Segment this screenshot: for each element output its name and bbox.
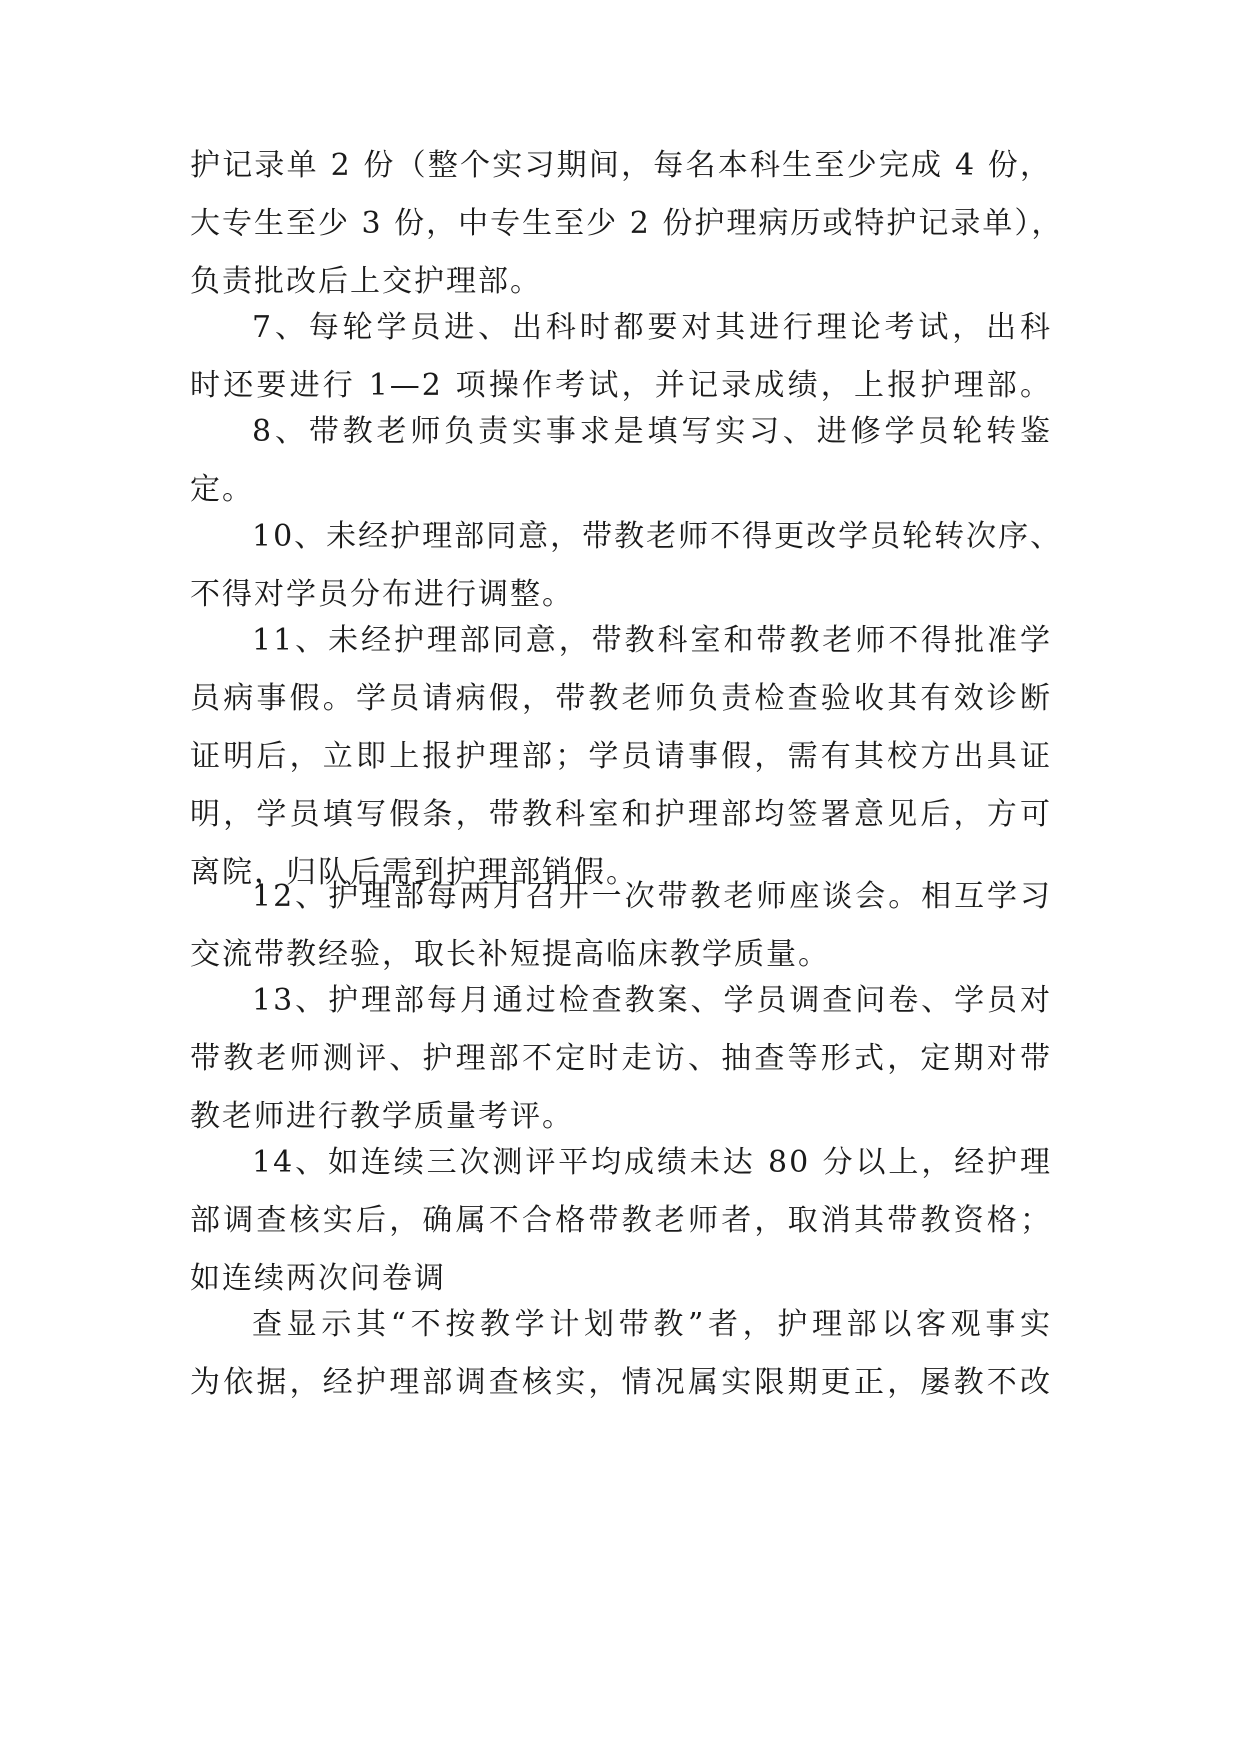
text-line: 离院，归队后需到护理部销假。 [190,855,638,890]
paragraph-7 [190,299,1052,415]
paragraph-8 [190,403,1052,519]
paragraph-14 [190,1134,1052,1308]
text-line: 时还要进行 1—2 项操作考试，并记录成绩，上报护理部。 [190,368,1052,403]
text-line: 教老师进行教学质量考评。 [190,1099,574,1134]
text-line: 不得对学员分布进行调整。 [190,577,574,612]
text-line: 11、未经护理部同意，带教科室和带教老师不得批准学 [252,623,1052,658]
text-line: 部调查核实后，确属不合格带教老师者，取消其带教资格； [190,1203,1052,1238]
paragraph-11 [190,612,1052,902]
paragraph-10 [190,508,1063,624]
text-line: 为依据，经护理部调查核实，情况属实限期更正，屡教不改 [190,1365,1052,1400]
text-line: 明，学员填写假条，带教科室和护理部均签署意见后，方可 [190,797,1052,832]
text-line: 负责批改后上交护理部。 [190,264,542,299]
text-line: 14、如连续三次测评平均成绩未达 80 分以上，经护理 [252,1145,1052,1180]
text-line: 7、每轮学员进、出科时都要对其进行理论考试，出科 [252,310,1052,345]
paragraph-12 [190,868,1052,984]
text-line: 10、未经护理部同意，带教老师不得更改学员轮转次序、 [252,519,1063,554]
text-line: 13、护理部每月通过检查教案、学员调查问卷、学员对 [252,983,1052,1018]
paragraph-14-continued [190,1296,1052,1412]
text-line: 证明后，立即上报护理部；学员请事假，需有其校方出具证 [190,739,1052,774]
text-line: 带教老师测评、护理部不定时走访、抽查等形式，定期对带 [190,1041,1052,1076]
text-line: 员病事假。学员请病假，带教老师负责检查验收其有效诊断 [190,681,1052,716]
text-line: 交流带教经验，取长补短提高临床教学质量。 [190,937,830,972]
text-line: 查显示其“不按教学计划带教”者，护理部以客观事实 [252,1307,1052,1342]
text-line: 护记录单 2 份（整个实习期间，每名本科生至少完成 4 份， [190,148,1052,183]
paragraph-6-continued [190,137,1064,311]
text-line: 12、护理部每两月召开一次带教老师座谈会。相互学习 [252,879,1052,914]
text-line: 定。 [190,472,254,507]
paragraph-13 [190,972,1052,1146]
text-line: 8、带教老师负责实事求是填写实习、进修学员轮转鉴 [252,414,1052,449]
text-line: 如连续两次问卷调 [190,1261,446,1296]
text-line: 大专生至少 3 份，中专生至少 2 份护理病历或特护记录单）， [190,206,1064,241]
